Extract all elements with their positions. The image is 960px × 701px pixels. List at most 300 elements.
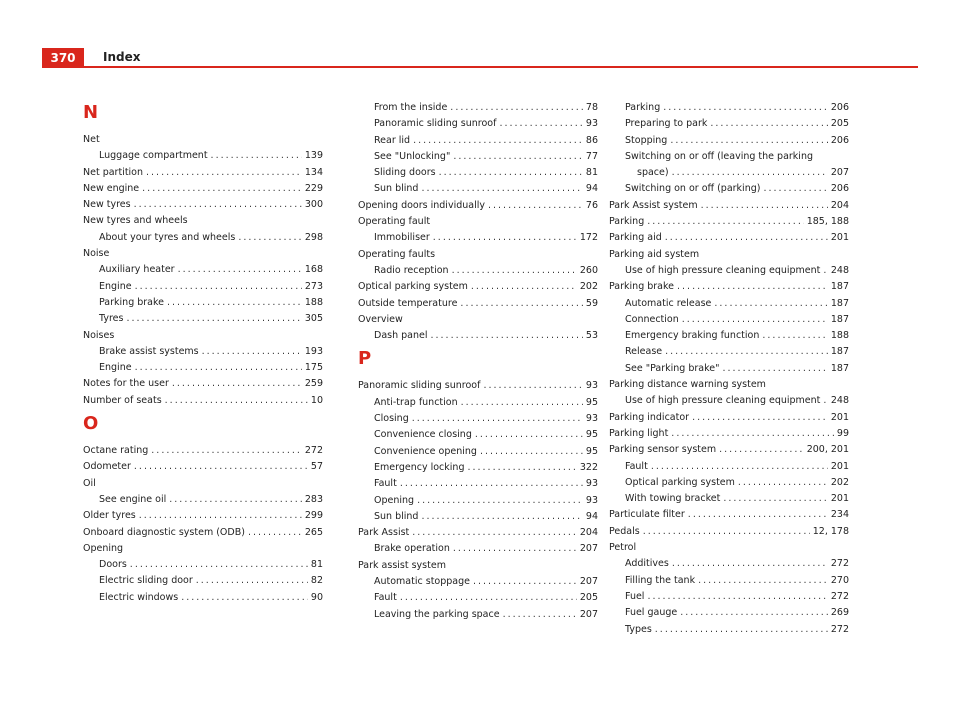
index-entry-text: Anti-trap function (374, 396, 458, 408)
index-entry (83, 197, 323, 213)
leader-dots (460, 296, 582, 312)
index-page-ref: 272 (304, 445, 323, 457)
index-entry-text: Odometer (83, 461, 131, 473)
index-entry-text: Tyres (99, 313, 124, 325)
leader-dots (126, 311, 301, 327)
leader-dots (400, 476, 583, 492)
index-entry-text: Stopping (625, 134, 668, 146)
index-subentry (609, 622, 849, 638)
index-entry-text: Dash panel (374, 330, 428, 342)
index-entry-text: New engine (83, 182, 140, 194)
index-entry-text: Opening doors individually (358, 199, 485, 211)
leader-dots (763, 181, 827, 197)
leader-dots (723, 491, 828, 507)
index-page-ref: 59 (585, 297, 598, 309)
index-page-ref: 134 (304, 166, 323, 178)
index-page-ref: 193 (304, 345, 323, 357)
leader-dots (135, 279, 302, 295)
leader-dots (421, 181, 582, 197)
index-page-ref: 95 (585, 445, 598, 457)
index-page-ref: 57 (310, 461, 323, 473)
index-page-ref: 207 (579, 608, 598, 620)
index-entry-text: Convenience opening (374, 445, 477, 457)
leader-dots (823, 263, 827, 279)
index-entry-text: Fault (625, 460, 648, 472)
index-page-ref: 82 (310, 575, 323, 587)
page-number: 370 (42, 48, 84, 68)
index-entry (609, 279, 849, 295)
index-page-ref: 93 (585, 494, 598, 506)
index-page-ref: 305 (304, 313, 323, 325)
index-entry (609, 442, 849, 458)
index-entry-text: Optical parking system (358, 281, 468, 293)
index-page-ref: 272 (830, 623, 849, 635)
index-page-ref: 201 (830, 493, 849, 505)
index-entry-text: Park Assist (358, 527, 410, 539)
leader-dots (134, 197, 302, 213)
leader-dots (692, 410, 828, 426)
index-entry-text: New tyres (83, 199, 131, 211)
index-entry-text: Outside temperature (358, 297, 458, 309)
index-heading: Oil (83, 477, 96, 489)
index-subentry (358, 427, 598, 443)
index-page-ref: 187 (830, 346, 849, 358)
index-page-ref: 188 (830, 330, 849, 342)
leader-dots (181, 590, 308, 606)
leader-dots (167, 295, 302, 311)
index-entry-text: Rear lid (374, 134, 411, 146)
index-entry-text: Panoramic sliding sunroof (358, 380, 481, 392)
index-page-ref: 205 (579, 592, 598, 604)
index-entry-text: Radio reception (374, 264, 449, 276)
leader-dots (647, 214, 803, 230)
index-entry-text: See "Parking brake" (625, 362, 720, 374)
page-header (0, 0, 960, 68)
index-subentry (358, 509, 598, 525)
index-entry (609, 410, 849, 426)
index-page-ref: 206 (830, 102, 849, 113)
leader-dots (714, 296, 827, 312)
index-subentry (358, 263, 598, 279)
index-entry-text: Sliding doors (374, 167, 436, 179)
index-page-ref: 300 (304, 199, 323, 211)
index-page-ref: 94 (585, 183, 598, 195)
index-entry (358, 296, 598, 312)
index-subentry (83, 279, 323, 295)
index-page-ref: 187 (830, 313, 849, 325)
index-entry-text: Opening (374, 494, 415, 506)
leader-dots (475, 427, 583, 443)
index-entry-text: Types (625, 623, 652, 635)
index-page-ref: 207 (830, 167, 849, 179)
index-page-ref: 175 (304, 362, 323, 374)
index-subentry (358, 100, 598, 116)
leader-dots (453, 541, 577, 557)
index-entry-text: About your tyres and wheels (99, 231, 236, 243)
index-entry-text: Connection (625, 313, 679, 325)
index-page-ref: 272 (830, 558, 849, 570)
leader-dots (417, 493, 583, 509)
index-page-ref: 95 (585, 396, 598, 408)
index-subentry (358, 181, 598, 197)
leader-dots (677, 279, 828, 295)
index-entry-text: Net partition (83, 166, 144, 178)
index-page-ref: 202 (830, 476, 849, 488)
leader-dots (762, 328, 827, 344)
index-page-ref: 273 (304, 280, 323, 292)
index-entry-text: Parking brake (609, 281, 675, 293)
index-entry (358, 378, 598, 394)
index-page-ref: 204 (830, 199, 849, 211)
index-subentry (358, 574, 598, 590)
index-entry-text: Filling the tank (625, 574, 696, 586)
index-column-2 (358, 100, 598, 623)
index-entry (83, 181, 323, 197)
leader-dots (680, 605, 828, 621)
index-entry-text: space) (637, 167, 669, 179)
index-entry-text: Electric sliding door (99, 575, 193, 587)
index-page-ref: 206 (830, 183, 849, 195)
leader-dots (238, 230, 302, 246)
index-page-ref: 172 (579, 232, 598, 244)
index-subentry (609, 459, 849, 475)
index-subentry (83, 262, 323, 278)
leader-dots (461, 395, 583, 411)
index-subentry (358, 149, 598, 165)
leader-dots (823, 393, 827, 409)
index-entry (83, 459, 323, 475)
index-entry (609, 426, 849, 442)
index-heading: Noises (83, 329, 115, 341)
index-entry-text: Octane rating (83, 445, 149, 457)
index-page-ref: 76 (585, 199, 598, 211)
index-subentry (609, 605, 849, 621)
index-page-ref: 90 (310, 591, 323, 603)
index-entry-text: Luggage compartment (99, 150, 208, 162)
index-page-ref: 229 (304, 182, 323, 194)
index-subentry (358, 116, 598, 132)
leader-dots (483, 378, 582, 394)
page-title: Index (103, 50, 141, 64)
leader-dots (135, 360, 302, 376)
index-page-ref: 94 (585, 510, 598, 522)
index-entry (609, 214, 849, 230)
index-page-ref: 139 (304, 150, 323, 162)
index-entry-text: Brake operation (374, 543, 450, 555)
index-page-ref: 234 (830, 509, 849, 521)
leader-dots (453, 149, 583, 165)
index-subentry (609, 133, 849, 149)
index-subentry (358, 230, 598, 246)
index-entry-text: Additives (625, 558, 669, 570)
leader-dots (672, 556, 828, 572)
index-subentry (609, 475, 849, 491)
index-subentry (609, 344, 849, 360)
index-heading: Opening (83, 542, 124, 554)
leader-dots (671, 426, 834, 442)
index-page-ref: 93 (585, 413, 598, 425)
index-entry-text: Engine (99, 280, 132, 292)
index-page-ref: 188 (304, 296, 323, 308)
index-subentry (83, 492, 323, 508)
index-entry-text: Doors (99, 559, 127, 571)
leader-dots (142, 181, 302, 197)
index-entry-text: Sun blind (374, 510, 419, 522)
index-page-ref: 202 (579, 281, 598, 293)
index-page-ref: 200, 201 (806, 444, 849, 456)
index-entry-text: Particulate filter (609, 509, 685, 521)
leader-dots (439, 165, 583, 181)
index-entry-text: Pedals (609, 525, 640, 537)
leader-dots (151, 443, 302, 459)
index-subentry (609, 556, 849, 572)
index-entry-text: Park Assist system (609, 199, 698, 211)
index-subentry (83, 311, 323, 327)
index-entry (83, 165, 323, 181)
index-page-ref: 187 (830, 281, 849, 293)
index-page-ref: 12, 178 (812, 525, 849, 537)
leader-dots (698, 573, 828, 589)
index-subentry (358, 328, 598, 344)
index-page-ref: 205 (830, 118, 849, 130)
leader-dots (433, 230, 577, 246)
index-entry-text: Parking (625, 102, 661, 113)
index-subentry (609, 149, 849, 182)
index-entry-text: Use of high pressure cleaning equipment (625, 264, 821, 276)
index-entry-text: Preparing to park (625, 118, 708, 130)
leader-dots (248, 525, 302, 541)
index-entry-text: See "Unlocking" (374, 150, 451, 162)
index-entry-text: Immobiliser (374, 232, 430, 244)
leader-dots (421, 509, 582, 525)
index-entry (609, 507, 849, 523)
index-heading: Operating faults (358, 248, 436, 260)
leader-dots (467, 460, 576, 476)
index-page-ref: 299 (304, 510, 323, 522)
index-entry-text: Fuel gauge (625, 607, 678, 619)
index-entry-text: Emergency braking function (625, 330, 760, 342)
leader-dots (172, 376, 302, 392)
index-page-ref: 168 (304, 264, 323, 276)
index-entry-text: Closing (374, 413, 409, 425)
index-subentry (609, 181, 849, 197)
leader-dots (146, 165, 302, 181)
leader-dots (499, 116, 582, 132)
leader-dots (400, 590, 577, 606)
index-page-ref: 93 (585, 380, 598, 392)
leader-dots (480, 444, 583, 460)
index-page-ref: 298 (304, 231, 323, 243)
index-subentry (609, 491, 849, 507)
leader-dots (202, 344, 302, 360)
index-page-ref: 283 (304, 493, 323, 505)
leader-dots (688, 507, 828, 523)
leader-dots (165, 393, 308, 409)
index-entry-text: Brake assist systems (99, 345, 199, 357)
index-entry (609, 198, 849, 214)
index-page-ref: 265 (304, 526, 323, 538)
index-subentry (609, 263, 849, 279)
index-entry-text: Switching on or off (parking) (625, 183, 761, 195)
index-entry (83, 443, 323, 459)
leader-dots (130, 557, 308, 573)
index-page-ref: 187 (830, 362, 849, 374)
index-subentry (83, 360, 323, 376)
index-entry-text: Notes for the user (83, 378, 169, 390)
index-entry-text: Engine (99, 362, 132, 374)
index-column-1 (83, 102, 323, 606)
leader-dots (651, 459, 828, 475)
leader-dots (665, 344, 828, 360)
index-subentry (609, 296, 849, 312)
leader-dots (471, 279, 577, 295)
index-subentry (609, 361, 849, 377)
index-subentry (609, 116, 849, 132)
index-entry-text: Leaving the parking space (374, 608, 500, 620)
section-letter: O (83, 413, 99, 435)
index-entry-text: Automatic stoppage (374, 576, 470, 588)
index-page-ref: 201 (830, 411, 849, 423)
leader-dots (139, 508, 302, 524)
index-subentry (609, 393, 849, 409)
leader-dots (665, 230, 828, 246)
index-page-ref: 81 (585, 167, 598, 179)
index-heading: Petrol (609, 542, 637, 554)
index-entry-text: Auxiliary heater (99, 264, 175, 276)
index-page-ref: 204 (579, 527, 598, 539)
index-entry-text: Parking indicator (609, 411, 690, 423)
leader-dots (473, 574, 577, 590)
index-entry-text: Fault (374, 592, 397, 604)
leader-dots (430, 328, 582, 344)
leader-dots (134, 459, 308, 475)
index-entry-text: With towing bracket (625, 493, 721, 505)
leader-dots (701, 198, 828, 214)
index-subentry (358, 444, 598, 460)
index-subentry (358, 590, 598, 606)
index-subentry (358, 460, 598, 476)
index-entry-text: Panoramic sliding sunroof (374, 118, 497, 130)
index-subentry (358, 395, 598, 411)
index-entry-text: Number of seats (83, 394, 162, 406)
index-entry (83, 376, 323, 392)
index-entry (358, 525, 598, 541)
index-entry (609, 230, 849, 246)
index-entry (83, 508, 323, 524)
index-heading: Park assist system (358, 559, 446, 571)
index-page-ref: 248 (830, 264, 849, 276)
section-letter: N (83, 102, 99, 123)
index-entry-text: Parking (609, 216, 645, 228)
index-entry-text: Optical parking system (625, 476, 735, 488)
index-heading: Operating fault (358, 216, 431, 228)
index-page-ref: 272 (830, 590, 849, 602)
leader-dots (643, 524, 810, 540)
index-page-ref: 93 (585, 118, 598, 130)
index-subentry (83, 230, 323, 246)
index-heading: Net (83, 134, 100, 145)
leader-dots (413, 133, 583, 149)
section-letter: P (358, 348, 372, 370)
index-page-ref: 99 (836, 427, 849, 439)
index-subentry (358, 493, 598, 509)
index-entry-text: Parking aid (609, 232, 662, 244)
leader-dots (178, 262, 302, 278)
index-page-ref: 81 (310, 559, 323, 571)
index-subentry (83, 590, 323, 606)
index-entry-text: Fuel (625, 590, 645, 602)
index-page-ref: 206 (830, 134, 849, 146)
index-heading: New tyres and wheels (83, 215, 188, 227)
leader-dots (196, 573, 308, 589)
leader-dots (412, 411, 583, 427)
leader-dots (211, 148, 302, 164)
index-subentry (83, 148, 323, 164)
index-page-ref: 248 (830, 395, 849, 407)
index-subentry (358, 541, 598, 557)
index-page-ref: 77 (585, 150, 598, 162)
index-entry-text: Automatic release (625, 297, 712, 309)
index-page-ref: 53 (585, 330, 598, 342)
index-entry (83, 525, 323, 541)
index-heading: Overview (358, 313, 403, 325)
index-entry-text: From the inside (374, 102, 448, 113)
leader-dots (452, 263, 577, 279)
leader-dots (670, 133, 828, 149)
index-page-ref: 10 (310, 394, 323, 406)
leader-dots (682, 312, 828, 328)
leader-dots (450, 100, 583, 116)
index-entry-text: Sun blind (374, 183, 419, 195)
index-page-ref: 259 (304, 378, 323, 390)
leader-dots (503, 607, 577, 623)
leader-dots (655, 622, 828, 638)
index-entry-text: Older tyres (83, 510, 136, 522)
index-subentry (358, 476, 598, 492)
index-entry-text: Fault (374, 478, 397, 490)
index-page-ref: 201 (830, 232, 849, 244)
index-entry-text: See engine oil (99, 493, 167, 505)
index-page-ref: 207 (579, 543, 598, 555)
index-page-ref: 95 (585, 429, 598, 441)
index-subentry (609, 100, 849, 116)
leader-dots (719, 442, 804, 458)
leader-dots (710, 116, 827, 132)
leader-dots (672, 165, 828, 181)
index-heading: Parking aid system (609, 248, 700, 260)
index-subentry (358, 607, 598, 623)
leader-dots (663, 100, 828, 116)
index-heading: Noise (83, 248, 110, 260)
index-page-ref: 78 (585, 102, 598, 113)
index-entry-text: Use of high pressure cleaning equipment (625, 395, 821, 407)
leader-dots (488, 198, 583, 214)
index-entry-text: Release (625, 346, 663, 358)
index-page-ref: 270 (830, 574, 849, 586)
index-page-ref: 269 (830, 607, 849, 619)
leader-dots (738, 475, 828, 491)
header-rule (42, 66, 918, 68)
index-subentry (83, 344, 323, 360)
index-entry-text: Parking sensor system (609, 444, 717, 456)
index-subentry (609, 312, 849, 328)
index-page-ref: 260 (579, 264, 598, 276)
index-entry (83, 393, 323, 409)
index-entry-text-line1: Switching on or off (leaving the parking (625, 150, 813, 162)
index-entry (358, 198, 598, 214)
index-subentry (609, 589, 849, 605)
index-entry (358, 279, 598, 295)
